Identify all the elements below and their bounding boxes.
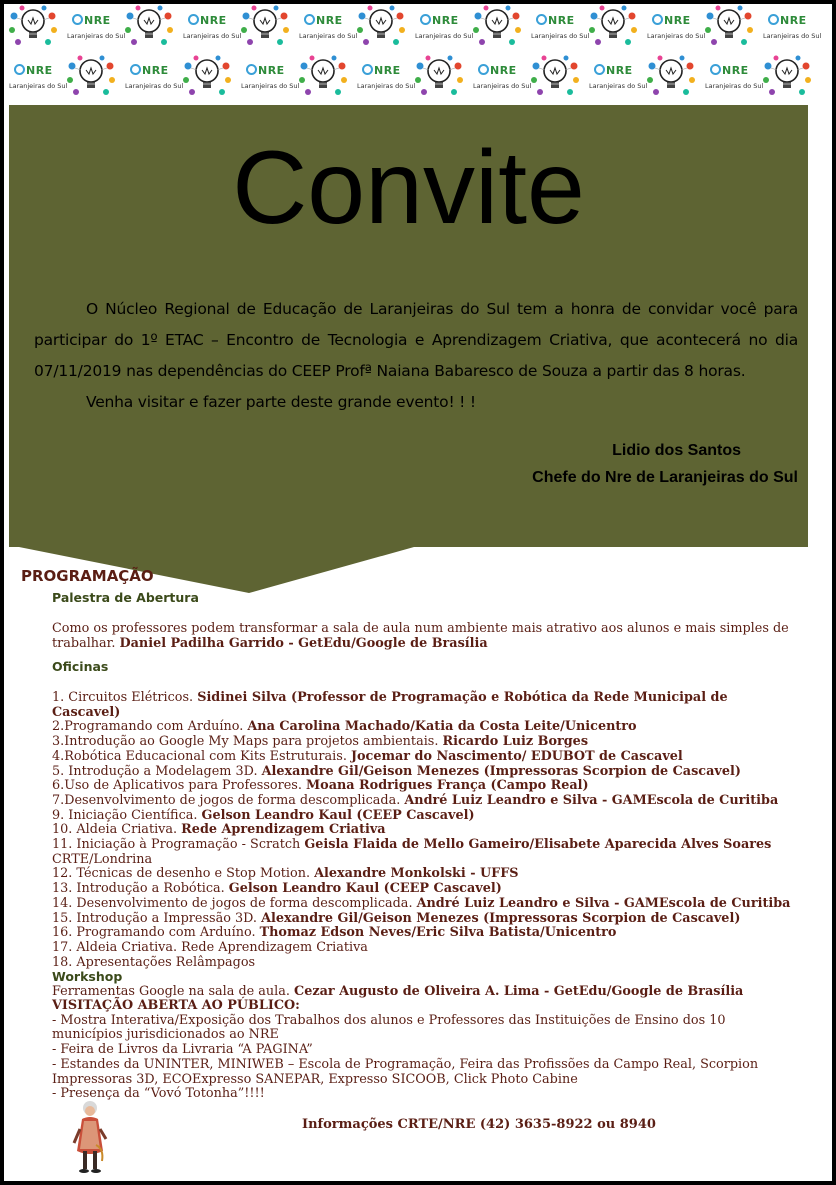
workshop-title: 10. Aldeia Criativa. [52, 822, 182, 838]
lightbulb-logo-icon [236, 4, 294, 52]
visit-item: - Presença da “Vovó Totonha”!!!! [52, 1086, 265, 1102]
workshop-item [52, 765, 792, 780]
workshop-title: 12. Técnicas de desenho e Stop Motion. [52, 866, 315, 882]
signer-role: Chefe do Nre de Laranjeiras do Sul [532, 469, 798, 486]
workshop-presenter: Gelson Leandro Kaul (CEEP Cascavel) [228, 881, 502, 897]
nre-logo-subtitle: Laranjeiras do Sul [67, 32, 126, 40]
workshop-item [52, 794, 792, 809]
workshops-block [52, 691, 792, 1000]
lightbulb-logo-icon [468, 4, 526, 52]
nre-logo-text: NRE [478, 64, 517, 77]
lightbulb-logo-icon [700, 4, 758, 52]
workshop-title: 14. Desenvolvimento de jogos de forma descomplicada. [52, 895, 417, 911]
nre-logo [410, 4, 474, 52]
nre-logo-subtitle: Laranjeiras do Sul [357, 82, 416, 90]
logo-strip [4, 4, 832, 104]
nre-logo [584, 54, 648, 102]
workshop-presenter: André Luiz Leandro e Silva - GAMEscola de Curitiba [404, 792, 779, 808]
workshop-item [52, 750, 792, 765]
nre-logo [352, 54, 416, 102]
workshop-presenter: Alexandre Gil/Geison Menezes (Impressoras Scorpion de Cascavel) [261, 910, 741, 926]
workshop-item [52, 912, 792, 927]
workshop-item [52, 779, 792, 794]
workshop-title: 11. Iniciação à Programação - Scratch [52, 837, 305, 853]
nre-logo-text: NRE [420, 14, 459, 27]
nre-logo-subtitle: Laranjeiras do Sul [183, 32, 242, 40]
nre-logo-text: NRE [710, 64, 749, 77]
workshop-title: 17. Aldeia Criativa. Rede Aprendizagem Criativa [52, 939, 368, 955]
workshop-title: 2.Programando com Arduíno. [52, 719, 248, 735]
workshop-presenter: Sidinei Silva (Professor de Programação e Robótica da Rede Municipal de Cascavel) [52, 690, 728, 720]
lightbulb-logo-icon [178, 54, 236, 102]
workshop-item [52, 809, 792, 824]
nre-logo-text: NRE [130, 64, 169, 77]
workshop-title: 6.Uso de Aplicativos para Professores. [52, 778, 306, 794]
workshop-title: 18. Apresentações Relâmpagos [52, 954, 256, 970]
nre-logo-subtitle: Laranjeiras do Sul [705, 82, 764, 90]
workshop-presenter: André Luiz Leandro e Silva - GAMEscola de Curitiba [416, 895, 791, 911]
nre-logo-text: NRE [304, 14, 343, 27]
program-title: PROGRAMAÇÃO [21, 567, 154, 585]
nre-logo-subtitle: Laranjeiras do Sul [299, 32, 358, 40]
lightbulb-logo-icon [294, 54, 352, 102]
lightbulb-logo-icon [584, 4, 642, 52]
workshop-title: 13. Introdução a Robótica. [52, 881, 229, 897]
opening-heading: Palestra de Abertura [52, 590, 199, 605]
nre-logo-text: NRE [188, 14, 227, 27]
nre-logo [700, 54, 764, 102]
visit-title: VISITAÇÃO ABERTA AO PÚBLICO: [52, 998, 300, 1013]
workshop-item [52, 867, 792, 882]
workshop-presenter-org: CRTE/Londrina [52, 851, 153, 867]
workshop-title: 7.Desenvolvimento de jogos de forma descomplicada. [52, 792, 405, 808]
nre-logo [468, 54, 532, 102]
visit-item: - Mostra Interativa/Exposição dos Trabalhos dos alunos e Professores das Instituições de Ensino dos 10 municípios jurisdicionados ao NRE [52, 1012, 726, 1043]
nre-logo-text: NRE [246, 64, 285, 77]
workshop-title: 1. Circuitos Elétricos. [52, 690, 198, 705]
nre-logo-subtitle: Laranjeiras do Sul [647, 32, 706, 40]
nre-logo [178, 4, 242, 52]
lightbulb-logo-icon [410, 54, 468, 102]
contact-info: Informações CRTE/NRE (42) 3635-8922 ou 8940 [302, 1117, 656, 1132]
nre-logo-text: NRE [72, 14, 111, 27]
workshop-presenter: Gelson Leandro Kaul (CEEP Cascavel) [201, 807, 475, 823]
workshop-speaker: Cezar Augusto de Oliveira A. Lima - GetEdu/Google de Brasília [294, 984, 744, 1000]
nre-logo [294, 4, 358, 52]
nre-logo-subtitle: Laranjeiras do Sul [9, 82, 68, 90]
lightbulb-logo-icon [642, 54, 700, 102]
logo-row [4, 54, 832, 102]
workshop-heading: Workshop [52, 969, 123, 985]
nre-logo-subtitle: Laranjeiras do Sul [763, 32, 822, 40]
workshop-presenter: Alexandre Monkolski - UFFS [314, 866, 519, 882]
visit-item: - Estandes da UNINTER, MINIWEB – Escola de Programação, Feira das Profissões da Campo Real, Scorpion Impressoras 3D, ECOExpresso SANEPAR, Expresso SICOOB, Click Photo Cabine [52, 1056, 759, 1087]
nre-logo [62, 4, 126, 52]
invitation-title: Convite [232, 130, 585, 246]
lightbulb-logo-icon [4, 4, 62, 52]
lightbulb-logo-icon [120, 4, 178, 52]
workshops-heading: Oficinas [52, 659, 109, 674]
workshop-presenter: Jocemar do Nascimento/ EDUBOT de Cascavel [350, 748, 683, 764]
workshop-presenter: Moana Rodrigues França (Campo Real) [306, 778, 589, 794]
workshop-item [52, 941, 792, 956]
nre-logo-text: NRE [768, 14, 807, 27]
workshop-presenter: Alexandre Gil/Geison Menezes (Impressoras Scorpion de Cascavel) [261, 763, 741, 779]
workshop-title: 3.Introdução ao Google My Maps para projetos ambientais. [52, 734, 443, 750]
nre-logo-text: NRE [594, 64, 633, 77]
nre-logo [758, 4, 822, 52]
signer-name: Lidio dos Santos [612, 442, 741, 459]
workshop-presenter: Ricardo Luiz Borges [442, 734, 589, 750]
nre-logo [4, 54, 68, 102]
opening-text: Como os professores podem transformar a sala de aula num ambiente mais atrativo aos alunos e mais simples de trabalhar. [52, 621, 789, 651]
workshop-presenter: Rede Aprendizagem Criativa [181, 822, 386, 838]
workshop-title: 9. Iniciação Científica. [52, 807, 202, 823]
workshop-title: 16. Programando com Arduíno. [52, 925, 260, 941]
lightbulb-logo-icon [526, 54, 584, 102]
workshop-text: Ferramentas Google na sala de aula. [52, 984, 295, 1000]
nre-logo [642, 4, 706, 52]
workshop-item [52, 926, 792, 941]
nre-logo-subtitle: Laranjeiras do Sul [473, 82, 532, 90]
workshop-presenter: Ana Carolina Machado/Katia da Costa Leite/Unicentro [247, 719, 637, 735]
nre-logo-subtitle: Laranjeiras do Sul [125, 82, 184, 90]
visit-item: - Feira de Livros da Livraria “A PAGINA” [52, 1042, 313, 1058]
opening-speaker: Daniel Padilha Garrido - GetEdu/Google de Brasília [119, 635, 488, 651]
workshop-item [52, 720, 792, 735]
grandma-illustration [70, 1099, 110, 1177]
invitation-banner [9, 105, 808, 548]
opening-description [52, 622, 792, 651]
workshops-list [52, 691, 792, 970]
lightbulb-logo-icon [758, 54, 816, 102]
invitation-call: Venha visitar e fazer parte deste grande evento! ! ! [86, 393, 476, 411]
invitation-paragraph: O Núcleo Regional de Educação de Laranjeiras do Sul tem a honra de convidar você para participar do 1º ETAC – Encontro de Tecnologia e Aprendizagem Criativa, que acontecerá no dia 07/11/2019 nas dependências do CEEP Profª Naiana Babaresco de Souza a partir das 8 horas. [34, 300, 798, 380]
nre-logo-text: NRE [652, 14, 691, 27]
nre-logo [236, 54, 300, 102]
workshop-title: 4.Robótica Educacional com Kits Estruturais. [52, 748, 351, 764]
workshop-title: 5. Introdução a Modelagem 3D. [52, 763, 262, 779]
invitation-text [34, 294, 798, 418]
workshop-item [52, 897, 792, 912]
workshop-item [52, 823, 792, 838]
lightbulb-logo-icon [352, 4, 410, 52]
workshop-item [52, 691, 792, 720]
logo-row [4, 4, 832, 52]
workshop-item [52, 735, 792, 750]
lightbulb-logo-icon [62, 54, 120, 102]
signature [532, 437, 798, 491]
nre-logo-text: NRE [536, 14, 575, 27]
nre-logo-subtitle: Laranjeiras do Sul [415, 32, 474, 40]
nre-logo [526, 4, 590, 52]
workshop-presenter: Geisla Flaida de Mello Gameiro/Elisabete Aparecida Alves Soares [304, 837, 772, 853]
workshop-item [52, 882, 792, 897]
workshop-title: 15. Introdução a Impressão 3D. [52, 910, 262, 926]
nre-logo [120, 54, 184, 102]
nre-logo-subtitle: Laranjeiras do Sul [531, 32, 590, 40]
workshop-item [52, 838, 792, 867]
workshop-presenter: Thomaz Edson Neves/Eric Silva Batista/Unicentro [259, 925, 617, 941]
workshop-item [52, 956, 792, 971]
visit-list [52, 1014, 792, 1102]
nre-logo-subtitle: Laranjeiras do Sul [589, 82, 648, 90]
nre-logo-text: NRE [14, 64, 53, 77]
visit-block [52, 999, 792, 1102]
nre-logo-text: NRE [362, 64, 401, 77]
nre-logo-subtitle: Laranjeiras do Sul [241, 82, 300, 90]
